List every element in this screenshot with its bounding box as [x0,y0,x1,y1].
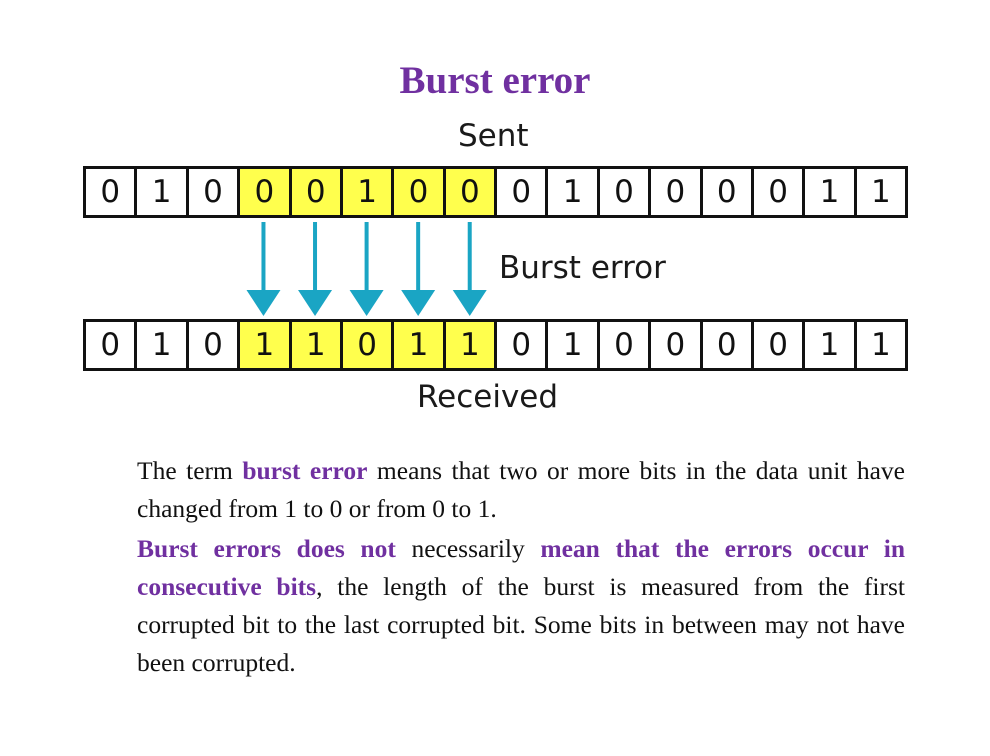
arrow-bit-5 [298,222,332,316]
sent-bit-8: 0 [446,169,497,215]
received-bit-5: 1 [292,322,343,368]
definition-text-start: The term [137,456,243,485]
received-label: Received [417,379,559,415]
received-bit-14: 0 [754,322,805,368]
note-emphasis-2: mean that the errors occur in consecutive bits [137,534,905,601]
received-bit-13: 0 [703,322,754,368]
burst-error-label: Burst error [499,250,666,286]
sent-bit-2: 1 [137,169,188,215]
note-emphasis-1: Burst errors does not [137,534,396,563]
received-bit-12: 0 [651,322,702,368]
sent-bit-row [83,166,908,218]
definition-paragraph [137,452,905,528]
sent-bit-3: 0 [189,169,240,215]
note-text-1: necessarily [395,534,541,563]
sent-bit-5: 0 [292,169,343,215]
received-bit-4: 1 [240,322,291,368]
definition-emphasis: burst error [242,456,368,485]
sent-bit-13: 0 [703,169,754,215]
received-bit-8: 1 [446,322,497,368]
received-bit-2: 1 [137,322,188,368]
received-bit-7: 1 [394,322,445,368]
page-title: Burst error [399,59,591,102]
sent-bit-9: 0 [497,169,548,215]
received-bit-1: 0 [86,322,137,368]
arrow-bit-6 [350,222,384,316]
received-bit-10: 1 [548,322,599,368]
note-text-2: , the length of the burst is measured from the first corrupted bit to the last corrupted bit. Some bits in between may not have been corrupted. [137,572,905,677]
sent-bit-7: 0 [394,169,445,215]
received-bit-9: 0 [497,322,548,368]
sent-bit-14: 0 [754,169,805,215]
definition-text-end: means that two or more bits in the data unit have changed from 1 to 0 or from 0 to 1. [137,456,905,523]
sent-bit-16: 1 [870,174,891,210]
sent-bit-15: 1 [805,169,856,215]
sent-bit-12: 0 [651,169,702,215]
sent-bit-4: 0 [240,169,291,215]
arrow-bit-8 [453,222,487,316]
arrow-bit-4 [246,222,280,316]
sent-bit-6: 1 [343,169,394,215]
sent-bit-10: 1 [548,169,599,215]
received-bit-row [83,319,908,371]
arrow-bit-7 [401,222,435,316]
consecutive-note-paragraph [137,530,905,682]
received-bit-11: 0 [600,322,651,368]
sent-label: Sent [458,118,529,154]
sent-bit-1: 0 [86,169,137,215]
received-bit-16: 1 [870,327,891,363]
sent-bit-11: 0 [600,169,651,215]
received-bit-6: 0 [343,322,394,368]
received-bit-3: 0 [189,322,240,368]
received-bit-15: 1 [805,322,856,368]
